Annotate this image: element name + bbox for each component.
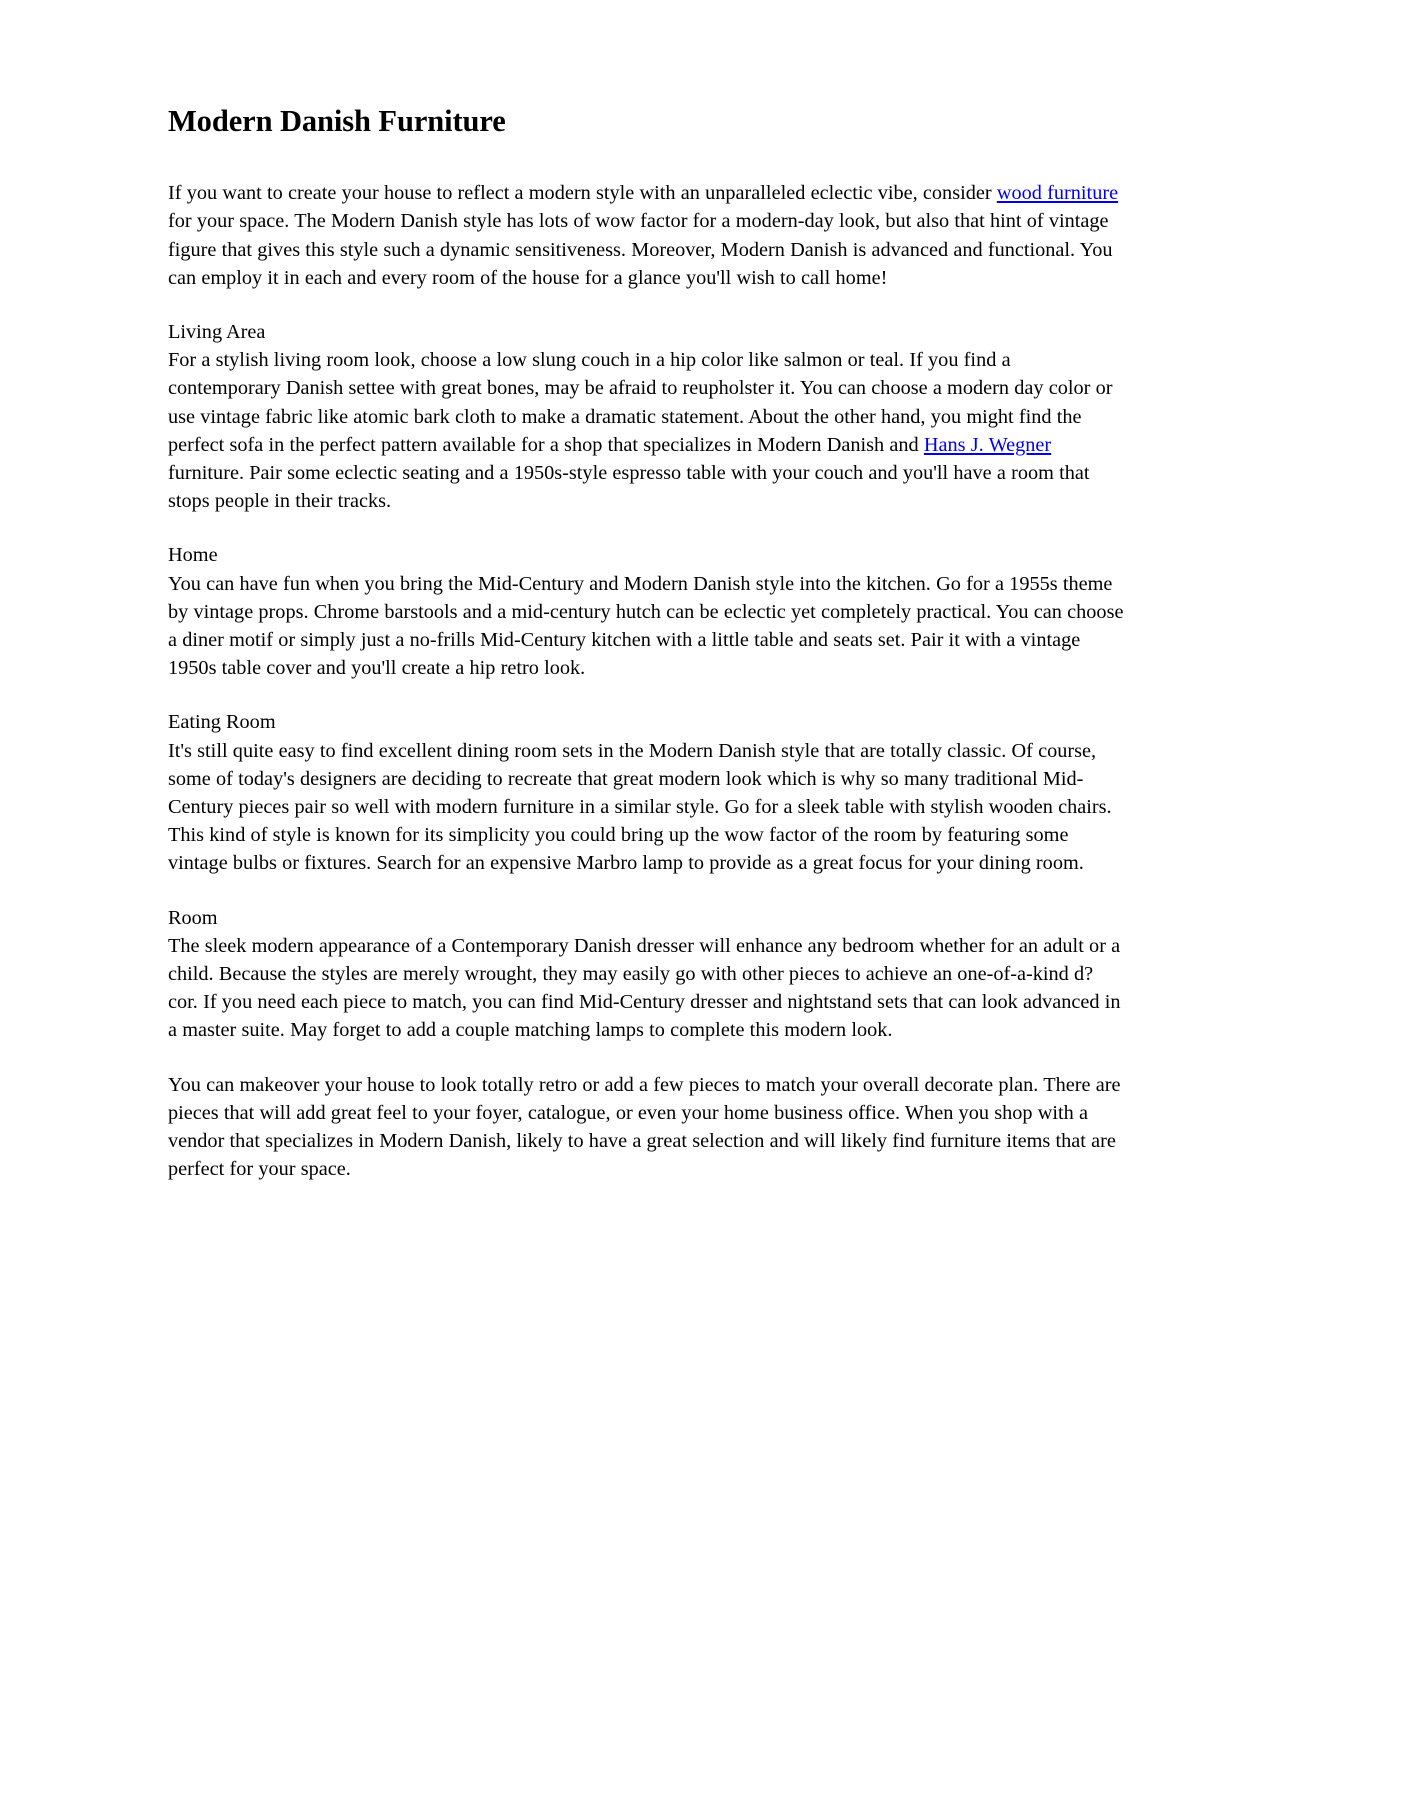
hans-j-wegner-link[interactable]: Hans J. Wegner	[923, 433, 1052, 456]
living-area-text-part2: furniture. Pair some eclectic seating and a 1950s-style espresso table with your couch and you'll have a room that stops people in their tracks.	[168, 461, 1090, 513]
document-body	[168, 104, 1126, 1183]
section-home	[168, 541, 1126, 682]
living-area-text-part1: For a stylish living room look, choose a low slung couch in a hip color like salmon or teal. If you find a contemporary Danish settee with great bones, may be afraid to reupholster it. You can choose a modern day color or use vintage fabric like atomic bark cloth to make a dramatic statement. About the other hand, you might find the perfect sofa in the perfect pattern available for a shop that specializes in Modern Danish and	[168, 349, 1113, 456]
section-paragraph-room: The sleek modern appearance of a Contemporary Danish dresser will enhance any bedroom whether for an adult or a child. Because the styles are merely wrought, they may easily go with other pieces to achieve an one-of-a-kind d? cor. If you need each piece to match, you can find Mid-Century dresser and nightstand sets that can look advanced in a master suite. May forget to add a couple matching lamps to complete this modern look.	[168, 934, 1121, 1042]
section-room	[168, 904, 1126, 1045]
page-title: Modern Danish Furniture	[168, 104, 506, 138]
closing-paragraph: You can makeover your house to look totally retro or add a few pieces to match your overall decorate plan. There are pieces that will add great feel to your foyer, catalogue, or even your home business office. When you shop with a vendor that specializes in Modern Danish, likely to have a great selection and will likely find furniture items that are perfect for your space.	[168, 1073, 1121, 1181]
section-label-room: Room	[168, 906, 218, 929]
section-label-living-area: Living Area	[168, 320, 266, 343]
section-label-eating-room: Eating Room	[168, 711, 276, 734]
section-label-home: Home	[168, 544, 218, 567]
section-paragraph-living-area	[168, 346, 1126, 515]
section-paragraph-home: You can have fun when you bring the Mid-Century and Modern Danish style into the kitchen. Go for a 1955s theme by vintage props. Chrome barstools and a mid-century hutch can be eclectic yet completely practical. You can choose a diner motif or simply just a no-frills Mid-Century kitchen with a little table and seats set. Pair it with a vintage 1950s table cover and you'll create a hip retro look.	[168, 572, 1124, 680]
intro-text-part1: If you want to create your house to reflect a modern style with an unparalleled eclectic vibe, consider	[168, 182, 997, 205]
intro-text-part2: for your space. The Modern Danish style has lots of wow factor for a modern-day look, but also that hint of vintage figure that gives this style such a dynamic sensitiveness. Moreover, Modern Danish is advanced and functional. You can employ it in each and every room of the house for a glance you'll wish to call home!	[168, 210, 1113, 289]
section-paragraph-eating-room: It's still quite easy to find excellent dining room sets in the Modern Danish style that are totally classic. Of course, some of today's designers are deciding to recreate that great modern look which is why so many traditional Mid-Century pieces pair so well with modern furniture in a similar style. Go for a sleek table with stylish wooden chairs. This kind of style is known for its simplicity you could bring up the wow factor of the room by featuring some vintage bulbs or fixtures. Search for an expensive Marbro lamp to provide as a great focus for your dining room.	[168, 739, 1112, 875]
intro-paragraph	[168, 179, 1126, 292]
wood-furniture-link[interactable]: wood furniture	[996, 182, 1119, 205]
section-living-area	[168, 318, 1126, 515]
section-eating-room	[168, 708, 1126, 877]
